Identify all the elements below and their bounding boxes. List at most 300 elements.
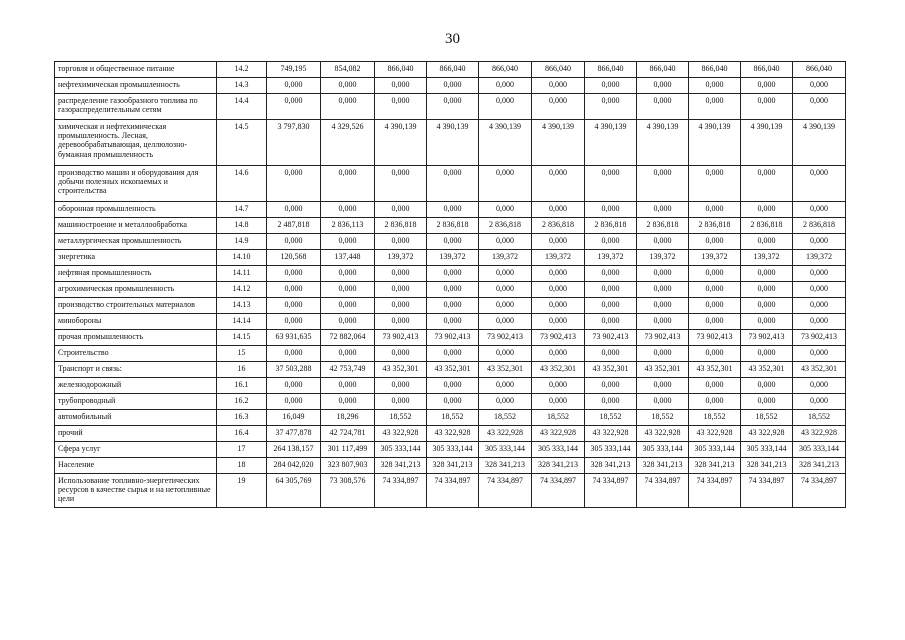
value-cell: 0,000: [267, 266, 321, 282]
value-cell: 0,000: [741, 378, 793, 394]
table-row: [55, 62, 846, 78]
table-row: [55, 234, 846, 250]
value-cell: 2 836,818: [479, 218, 532, 234]
value-cell: 854,082: [321, 62, 375, 78]
row-code-cell: 14.14: [217, 314, 267, 330]
value-cell: 4 329,526: [321, 120, 375, 166]
value-cell: 0,000: [637, 234, 689, 250]
value-cell: 0,000: [479, 378, 532, 394]
value-cell: 0,000: [689, 234, 741, 250]
value-cell: 305 333,144: [741, 442, 793, 458]
value-cell: 43 322,928: [427, 426, 479, 442]
value-cell: 328 341,213: [741, 458, 793, 474]
value-cell: 4 390,139: [793, 120, 846, 166]
value-cell: 2 487,818: [267, 218, 321, 234]
value-cell: 0,000: [267, 234, 321, 250]
value-cell: 866,040: [637, 62, 689, 78]
value-cell: 0,000: [427, 346, 479, 362]
value-cell: 0,000: [375, 78, 427, 94]
row-name-cell: Строительство: [55, 346, 217, 362]
value-cell: 0,000: [637, 266, 689, 282]
row-code-cell: 14.13: [217, 298, 267, 314]
value-cell: 0,000: [741, 266, 793, 282]
page-number: 30: [445, 31, 460, 47]
row-name-cell: энергетика: [55, 250, 217, 266]
value-cell: 74 334,897: [375, 474, 427, 508]
value-cell: 0,000: [741, 94, 793, 120]
value-cell: 4 390,139: [637, 120, 689, 166]
row-name-cell: металлургическая промышленность: [55, 234, 217, 250]
value-cell: 0,000: [793, 314, 846, 330]
value-cell: 301 117,499: [321, 442, 375, 458]
value-cell: 0,000: [585, 166, 637, 202]
value-cell: 0,000: [585, 346, 637, 362]
value-cell: 73 902,413: [427, 330, 479, 346]
value-cell: 43 352,301: [637, 362, 689, 378]
value-cell: 0,000: [427, 202, 479, 218]
value-cell: 0,000: [793, 78, 846, 94]
value-cell: 0,000: [532, 314, 585, 330]
table-row: [55, 474, 846, 508]
value-cell: 2 836,818: [637, 218, 689, 234]
row-code-cell: 15: [217, 346, 267, 362]
value-cell: 139,372: [741, 250, 793, 266]
value-cell: 139,372: [479, 250, 532, 266]
table-row: [55, 250, 846, 266]
value-cell: 137,448: [321, 250, 375, 266]
value-cell: 0,000: [741, 234, 793, 250]
value-cell: 0,000: [637, 298, 689, 314]
value-cell: 120,568: [267, 250, 321, 266]
value-cell: 18,552: [585, 410, 637, 426]
value-cell: 4 390,139: [741, 120, 793, 166]
value-cell: 0,000: [793, 282, 846, 298]
value-cell: 0,000: [741, 346, 793, 362]
row-name-cell: нефтехимическая промышленность: [55, 78, 217, 94]
value-cell: 0,000: [689, 298, 741, 314]
value-cell: 305 333,144: [793, 442, 846, 458]
value-cell: 0,000: [479, 78, 532, 94]
value-cell: 4 390,139: [585, 120, 637, 166]
value-cell: 0,000: [689, 314, 741, 330]
value-cell: 866,040: [741, 62, 793, 78]
row-name-cell: железнодорожный: [55, 378, 217, 394]
value-cell: 0,000: [637, 346, 689, 362]
value-cell: 43 352,301: [427, 362, 479, 378]
row-code-cell: 16: [217, 362, 267, 378]
row-name-cell: оборонная промышленность: [55, 202, 217, 218]
value-cell: 43 322,928: [741, 426, 793, 442]
value-cell: 43 352,301: [793, 362, 846, 378]
table-row: [55, 458, 846, 474]
value-cell: 43 322,928: [689, 426, 741, 442]
value-cell: 43 322,928: [375, 426, 427, 442]
table-row: [55, 314, 846, 330]
value-cell: 73 902,413: [741, 330, 793, 346]
value-cell: 0,000: [321, 166, 375, 202]
value-cell: 328 341,213: [479, 458, 532, 474]
value-cell: 73 902,413: [637, 330, 689, 346]
row-code-cell: 14.7: [217, 202, 267, 218]
value-cell: 37 477,878: [267, 426, 321, 442]
value-cell: 0,000: [793, 378, 846, 394]
value-cell: 43 352,301: [585, 362, 637, 378]
value-cell: 0,000: [793, 234, 846, 250]
value-cell: 305 333,144: [637, 442, 689, 458]
value-cell: 0,000: [637, 282, 689, 298]
value-cell: 0,000: [585, 234, 637, 250]
row-name-cell: производство строительных материалов: [55, 298, 217, 314]
value-cell: 0,000: [267, 202, 321, 218]
row-code-cell: 18: [217, 458, 267, 474]
value-cell: 2 836,818: [532, 218, 585, 234]
value-cell: 2 836,818: [741, 218, 793, 234]
value-cell: 18,552: [375, 410, 427, 426]
value-cell: 0,000: [267, 94, 321, 120]
value-cell: 0,000: [479, 166, 532, 202]
value-cell: 0,000: [479, 346, 532, 362]
value-cell: 328 341,213: [793, 458, 846, 474]
value-cell: 0,000: [267, 378, 321, 394]
value-cell: 73 902,413: [793, 330, 846, 346]
row-code-cell: 16.2: [217, 394, 267, 410]
value-cell: 74 334,897: [585, 474, 637, 508]
value-cell: 0,000: [689, 94, 741, 120]
value-cell: 0,000: [741, 298, 793, 314]
table-row: [55, 298, 846, 314]
value-cell: 74 334,897: [532, 474, 585, 508]
table-row: [55, 266, 846, 282]
value-cell: 3 797,830: [267, 120, 321, 166]
table-body: [55, 62, 846, 508]
value-cell: 74 334,897: [637, 474, 689, 508]
row-code-cell: 16.3: [217, 410, 267, 426]
value-cell: 0,000: [427, 314, 479, 330]
row-name-cell: автомобильный: [55, 410, 217, 426]
value-cell: 328 341,213: [689, 458, 741, 474]
value-cell: 323 807,903: [321, 458, 375, 474]
row-name-cell: прочая промышленность: [55, 330, 217, 346]
value-cell: 0,000: [321, 378, 375, 394]
value-cell: 0,000: [321, 266, 375, 282]
value-cell: 43 352,301: [741, 362, 793, 378]
value-cell: 0,000: [532, 282, 585, 298]
value-cell: 0,000: [793, 266, 846, 282]
row-code-cell: 14.12: [217, 282, 267, 298]
value-cell: 284 042,020: [267, 458, 321, 474]
value-cell: 866,040: [689, 62, 741, 78]
row-code-cell: 16.1: [217, 378, 267, 394]
value-cell: 305 333,144: [427, 442, 479, 458]
value-cell: 0,000: [741, 78, 793, 94]
value-cell: 305 333,144: [479, 442, 532, 458]
row-name-cell: нефтяная промышленность: [55, 266, 217, 282]
table-row: [55, 330, 846, 346]
value-cell: 0,000: [267, 282, 321, 298]
value-cell: 0,000: [427, 394, 479, 410]
table-row: [55, 410, 846, 426]
table-row: [55, 346, 846, 362]
value-cell: 0,000: [532, 234, 585, 250]
value-cell: 0,000: [532, 394, 585, 410]
table-row: [55, 426, 846, 442]
value-cell: 0,000: [267, 78, 321, 94]
value-cell: 73 902,413: [375, 330, 427, 346]
value-cell: 866,040: [479, 62, 532, 78]
value-cell: 0,000: [532, 94, 585, 120]
value-cell: 866,040: [532, 62, 585, 78]
value-cell: 0,000: [375, 94, 427, 120]
value-cell: 73 308,576: [321, 474, 375, 508]
value-cell: 0,000: [793, 94, 846, 120]
value-cell: 0,000: [532, 266, 585, 282]
value-cell: 0,000: [689, 202, 741, 218]
row-code-cell: 14.5: [217, 120, 267, 166]
value-cell: 0,000: [793, 202, 846, 218]
value-cell: 0,000: [689, 282, 741, 298]
row-name-cell: трубопроводный: [55, 394, 217, 410]
value-cell: 18,552: [427, 410, 479, 426]
row-name-cell: Население: [55, 458, 217, 474]
value-cell: 0,000: [427, 282, 479, 298]
value-cell: 42 724,781: [321, 426, 375, 442]
value-cell: 0,000: [689, 166, 741, 202]
value-cell: 328 341,213: [585, 458, 637, 474]
value-cell: 866,040: [793, 62, 846, 78]
value-cell: 305 333,144: [585, 442, 637, 458]
value-cell: 0,000: [689, 378, 741, 394]
value-cell: 0,000: [375, 282, 427, 298]
value-cell: 328 341,213: [532, 458, 585, 474]
value-cell: 18,552: [689, 410, 741, 426]
row-name-cell: прочий: [55, 426, 217, 442]
row-code-cell: 14.15: [217, 330, 267, 346]
row-name-cell: агрохимическая промышленность: [55, 282, 217, 298]
value-cell: 305 333,144: [689, 442, 741, 458]
value-cell: 0,000: [532, 78, 585, 94]
value-cell: 0,000: [637, 394, 689, 410]
value-cell: 43 322,928: [637, 426, 689, 442]
value-cell: 0,000: [321, 282, 375, 298]
value-cell: 74 334,897: [793, 474, 846, 508]
value-cell: 328 341,213: [427, 458, 479, 474]
value-cell: 0,000: [321, 394, 375, 410]
row-code-cell: 19: [217, 474, 267, 508]
value-cell: 0,000: [321, 314, 375, 330]
row-code-cell: 14.11: [217, 266, 267, 282]
value-cell: 0,000: [793, 346, 846, 362]
value-cell: 0,000: [689, 346, 741, 362]
value-cell: 0,000: [427, 266, 479, 282]
value-cell: 18,552: [479, 410, 532, 426]
value-cell: 4 390,139: [375, 120, 427, 166]
value-cell: 0,000: [689, 78, 741, 94]
value-cell: 43 352,301: [689, 362, 741, 378]
row-code-cell: 14.8: [217, 218, 267, 234]
value-cell: 139,372: [427, 250, 479, 266]
value-cell: 0,000: [375, 298, 427, 314]
value-cell: 0,000: [427, 94, 479, 120]
value-cell: 0,000: [375, 202, 427, 218]
value-cell: 749,195: [267, 62, 321, 78]
value-cell: 0,000: [427, 234, 479, 250]
data-table: [54, 61, 846, 508]
value-cell: 16,049: [267, 410, 321, 426]
value-cell: 0,000: [741, 202, 793, 218]
value-cell: 2 836,818: [585, 218, 637, 234]
value-cell: 43 322,928: [479, 426, 532, 442]
value-cell: 74 334,897: [427, 474, 479, 508]
value-cell: 72 882,064: [321, 330, 375, 346]
row-code-cell: 14.4: [217, 94, 267, 120]
value-cell: 328 341,213: [637, 458, 689, 474]
value-cell: 0,000: [267, 314, 321, 330]
value-cell: 305 333,144: [532, 442, 585, 458]
value-cell: 0,000: [479, 234, 532, 250]
value-cell: 0,000: [585, 378, 637, 394]
value-cell: 0,000: [689, 266, 741, 282]
row-code-cell: 17: [217, 442, 267, 458]
value-cell: 43 352,301: [375, 362, 427, 378]
value-cell: 0,000: [375, 394, 427, 410]
value-cell: 0,000: [689, 394, 741, 410]
value-cell: 0,000: [321, 202, 375, 218]
value-cell: 2 836,113: [321, 218, 375, 234]
value-cell: 0,000: [479, 94, 532, 120]
value-cell: 18,552: [793, 410, 846, 426]
value-cell: 0,000: [479, 282, 532, 298]
value-cell: 0,000: [427, 378, 479, 394]
value-cell: 18,296: [321, 410, 375, 426]
table-row: [55, 378, 846, 394]
value-cell: 0,000: [321, 94, 375, 120]
value-cell: 0,000: [793, 298, 846, 314]
value-cell: 0,000: [585, 266, 637, 282]
row-name-cell: торговля и общественное питание: [55, 62, 217, 78]
value-cell: 2 836,818: [689, 218, 741, 234]
value-cell: 139,372: [532, 250, 585, 266]
value-cell: 0,000: [532, 346, 585, 362]
value-cell: 0,000: [479, 298, 532, 314]
value-cell: 0,000: [479, 202, 532, 218]
table-row: [55, 78, 846, 94]
value-cell: 139,372: [637, 250, 689, 266]
value-cell: 0,000: [267, 394, 321, 410]
value-cell: 43 322,928: [793, 426, 846, 442]
value-cell: 4 390,139: [689, 120, 741, 166]
value-cell: 0,000: [375, 314, 427, 330]
value-cell: 73 902,413: [479, 330, 532, 346]
value-cell: 139,372: [585, 250, 637, 266]
table-row: [55, 218, 846, 234]
row-name-cell: машиностроение и металлообработка: [55, 218, 217, 234]
value-cell: 0,000: [637, 378, 689, 394]
value-cell: 37 503,288: [267, 362, 321, 378]
value-cell: 0,000: [532, 202, 585, 218]
value-cell: 0,000: [375, 266, 427, 282]
value-cell: 0,000: [585, 94, 637, 120]
row-code-cell: 16.4: [217, 426, 267, 442]
row-name-cell: Сфера услуг: [55, 442, 217, 458]
row-code-cell: 14.10: [217, 250, 267, 266]
value-cell: 2 836,818: [793, 218, 846, 234]
value-cell: 0,000: [375, 378, 427, 394]
value-cell: 0,000: [532, 378, 585, 394]
value-cell: 0,000: [267, 346, 321, 362]
value-cell: 4 390,139: [532, 120, 585, 166]
value-cell: 0,000: [741, 282, 793, 298]
value-cell: 74 334,897: [689, 474, 741, 508]
value-cell: 0,000: [532, 298, 585, 314]
value-cell: 43 352,301: [532, 362, 585, 378]
value-cell: 0,000: [479, 266, 532, 282]
value-cell: 0,000: [793, 394, 846, 410]
table-row: [55, 282, 846, 298]
value-cell: 4 390,139: [427, 120, 479, 166]
value-cell: 0,000: [741, 394, 793, 410]
value-cell: 264 138,157: [267, 442, 321, 458]
row-code-cell: 14.9: [217, 234, 267, 250]
value-cell: 0,000: [321, 298, 375, 314]
table-row: [55, 120, 846, 166]
value-cell: 73 902,413: [689, 330, 741, 346]
row-code-cell: 14.3: [217, 78, 267, 94]
value-cell: 0,000: [585, 298, 637, 314]
value-cell: 64 305,769: [267, 474, 321, 508]
value-cell: 63 931,635: [267, 330, 321, 346]
value-cell: 73 902,413: [585, 330, 637, 346]
table-row: [55, 394, 846, 410]
value-cell: 0,000: [637, 166, 689, 202]
value-cell: 74 334,897: [741, 474, 793, 508]
value-cell: 18,552: [741, 410, 793, 426]
value-cell: 0,000: [637, 94, 689, 120]
value-cell: 0,000: [637, 202, 689, 218]
value-cell: 0,000: [321, 234, 375, 250]
value-cell: 43 352,301: [479, 362, 532, 378]
value-cell: 0,000: [741, 166, 793, 202]
value-cell: 0,000: [427, 78, 479, 94]
table-row: [55, 94, 846, 120]
value-cell: 0,000: [375, 346, 427, 362]
value-cell: 0,000: [375, 166, 427, 202]
value-cell: 0,000: [321, 346, 375, 362]
value-cell: 0,000: [321, 78, 375, 94]
value-cell: 43 322,928: [585, 426, 637, 442]
table-row: [55, 442, 846, 458]
row-name-cell: минобороны: [55, 314, 217, 330]
value-cell: 18,552: [532, 410, 585, 426]
table-row: [55, 166, 846, 202]
value-cell: 139,372: [793, 250, 846, 266]
row-name-cell: химическая и нефтехимическая промышленность. Лесная, деревообрабатывающая, целлюлозно-бумажная промышленность: [55, 120, 217, 166]
value-cell: 0,000: [741, 314, 793, 330]
row-name-cell: Транспорт и связь:: [55, 362, 217, 378]
row-code-cell: 14.6: [217, 166, 267, 202]
value-cell: 2 836,818: [375, 218, 427, 234]
value-cell: 0,000: [637, 78, 689, 94]
value-cell: 866,040: [427, 62, 479, 78]
value-cell: 0,000: [585, 202, 637, 218]
row-name-cell: Использование топливно-энергетических ресурсов в качестве сырья и на нетопливные цели: [55, 474, 217, 508]
table-row: [55, 202, 846, 218]
value-cell: 866,040: [375, 62, 427, 78]
value-cell: 0,000: [267, 298, 321, 314]
value-cell: 42 753,749: [321, 362, 375, 378]
value-cell: 0,000: [267, 166, 321, 202]
value-cell: 0,000: [585, 282, 637, 298]
value-cell: 0,000: [585, 314, 637, 330]
